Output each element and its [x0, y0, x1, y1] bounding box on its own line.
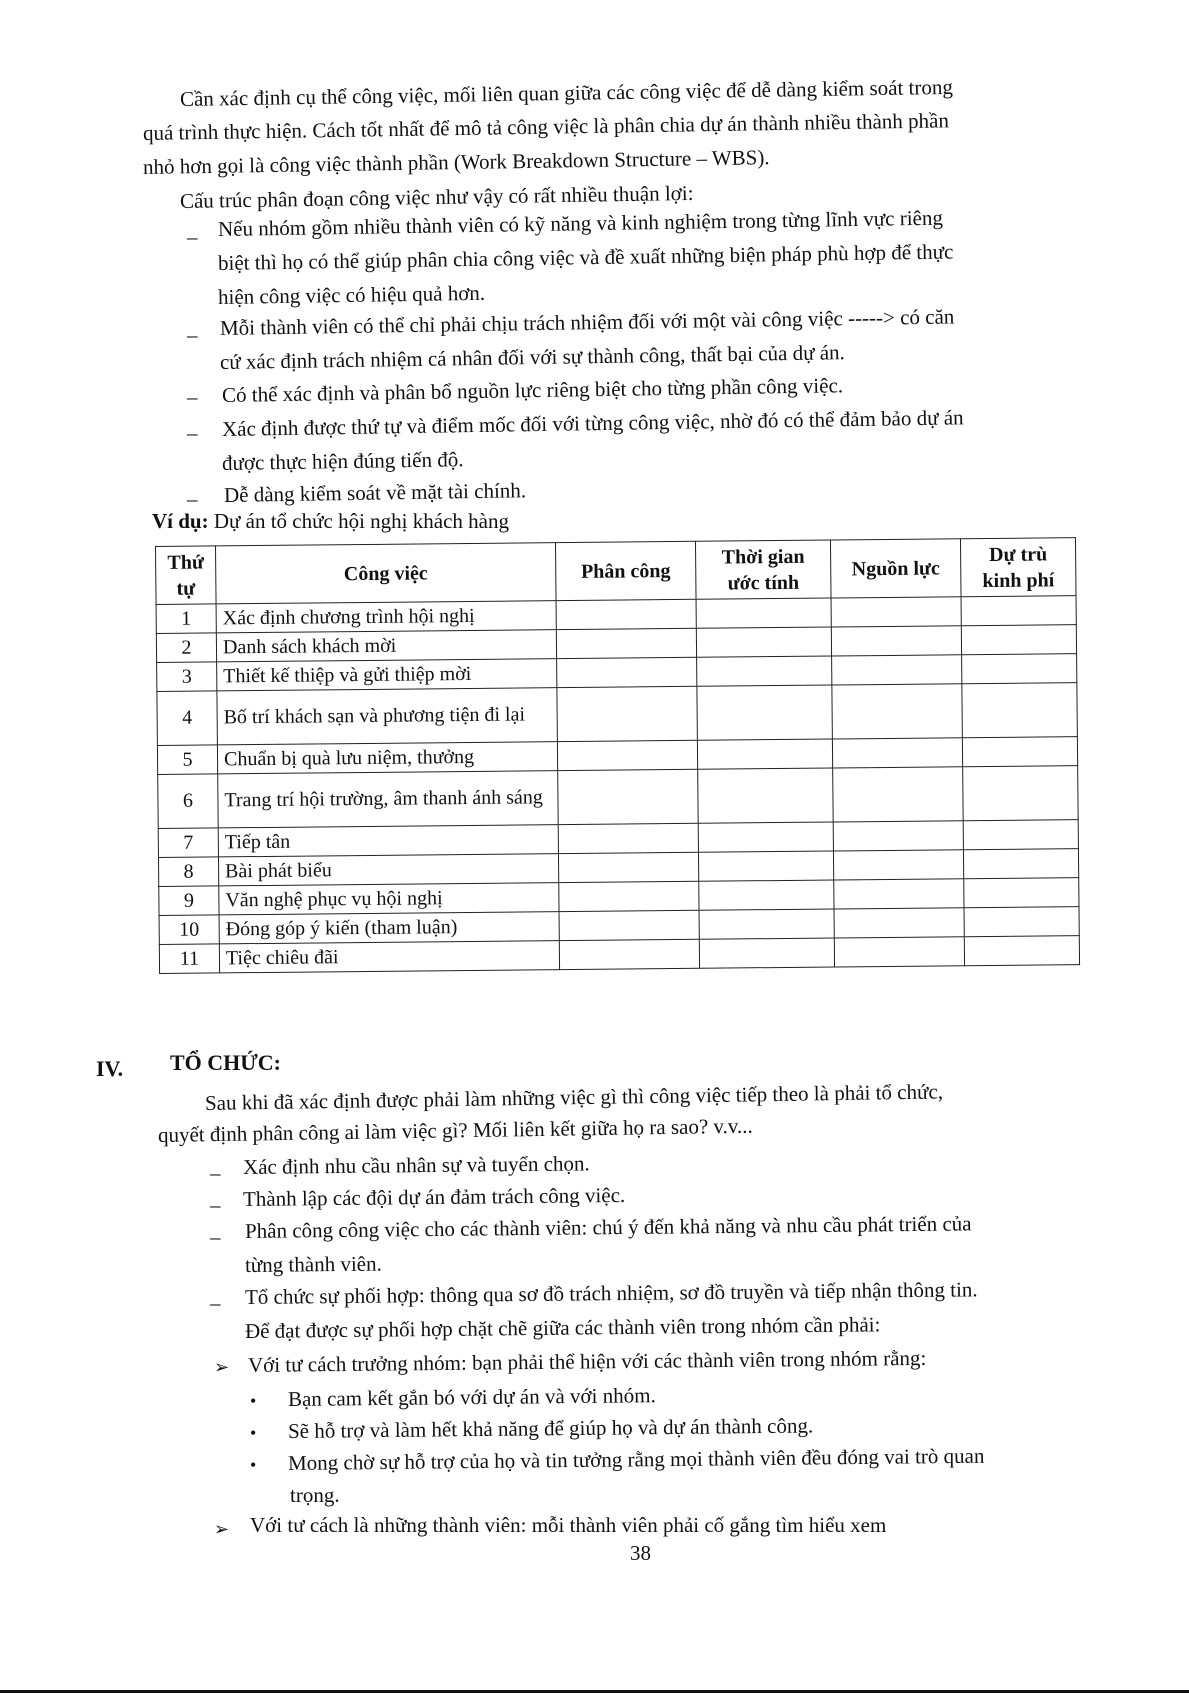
header-time-line-1: Thời gian	[721, 545, 805, 569]
row-number: 1	[156, 604, 216, 634]
benefits-intro: Cấu trúc phân đoạn công việc như vậy có rất nhiều thuận lợi:	[179, 180, 694, 213]
resources-cell[interactable]	[834, 937, 964, 967]
benefit-1-line-2: biệt thì họ có thể giúp phân chia công việc và đề xuất những biện pháp phù hợp để thực	[217, 239, 954, 275]
dash-marker: –	[187, 323, 198, 347]
budget-cell[interactable]	[964, 878, 1079, 908]
assignment-cell[interactable]	[557, 740, 697, 770]
benefit-4-line-2: được thực hiện đúng tiến độ.	[221, 447, 464, 475]
row-task: Thiết kế thiệp và gửi thiệp mời	[217, 659, 557, 691]
benefit-2-line-2: cứ xác định trách nhiệm cá nhân đối với sự thành công, thất bại của dự án.	[219, 340, 846, 374]
row-task: Tiếp tân	[218, 825, 558, 857]
org-item-1: Xác định nhu cầu nhân sự và tuyển chọn.	[242, 1151, 590, 1179]
arrow-bullet-icon: ➢	[214, 1519, 230, 1539]
resources-cell[interactable]	[831, 626, 961, 656]
row-task: Bố trí khách sạn và phương tiện đi lại	[217, 688, 558, 745]
header-budget-line-1: Dự trù	[988, 542, 1048, 566]
row-number: 11	[159, 944, 219, 974]
benefit-2-line-1: Mỗi thành viên có thể chỉ phải chịu trách nhiệm đối với một vài công việc -----> có căn	[219, 304, 955, 340]
row-number: 4	[157, 691, 218, 746]
assignment-cell[interactable]	[556, 628, 696, 658]
assignment-cell[interactable]	[558, 823, 698, 853]
time-estimate-cell[interactable]	[698, 822, 833, 852]
budget-cell[interactable]	[963, 820, 1078, 850]
arrow-bullet-icon: ➢	[214, 1357, 230, 1377]
row-task: Xác định chương trình hội nghị	[216, 601, 556, 633]
budget-cell[interactable]	[962, 737, 1077, 767]
table-row	[157, 683, 1077, 746]
row-number: 3	[157, 662, 217, 692]
assignment-cell[interactable]	[559, 910, 699, 940]
header-task: Công việc	[216, 543, 557, 604]
leader-point-3-cont: trọng.	[290, 1483, 340, 1507]
assignment-cell[interactable]	[556, 599, 696, 629]
time-estimate-cell[interactable]	[699, 938, 834, 968]
row-task: Đóng góp ý kiến (tham luận)	[219, 912, 559, 944]
resources-cell[interactable]	[833, 767, 964, 822]
wbs-table	[155, 537, 1080, 974]
section-title: TỔ CHỨC:	[170, 1050, 282, 1075]
dash-marker: –	[210, 1193, 221, 1217]
leader-point-1: Bạn cam kết gắn bó với dự án và với nhóm.	[287, 1383, 656, 1411]
bullet-icon: •	[250, 1423, 257, 1443]
time-estimate-cell[interactable]	[697, 656, 832, 686]
assignment-cell[interactable]	[559, 939, 699, 969]
row-number: 2	[156, 633, 216, 663]
budget-cell[interactable]	[964, 907, 1079, 937]
header-order	[156, 546, 217, 605]
leader-point-3: Mong chờ sự hỗ trợ của họ và tin tưởng rằng mọi thành viên đều đóng vai trò quan	[287, 1443, 985, 1475]
resources-cell[interactable]	[833, 850, 963, 880]
resources-cell[interactable]	[833, 821, 963, 851]
assignment-cell[interactable]	[557, 657, 697, 687]
section-para-line-1: Sau khi đã xác định được phải làm những việc gì thì công việc tiếp theo là phải tổ chức,	[204, 1079, 944, 1115]
row-task: Trang trí hội trường, âm thanh ánh sáng	[218, 771, 559, 828]
benefit-1-line-3: hiện công việc có hiệu quả hơn.	[217, 280, 486, 309]
time-estimate-cell[interactable]	[697, 685, 833, 740]
header-resources: Nguồn lực	[830, 539, 961, 598]
page-number: 38	[630, 1541, 651, 1565]
row-number: 9	[159, 886, 219, 916]
row-number: 5	[157, 745, 217, 775]
row-number: 7	[158, 828, 218, 858]
row-task: Văn nghệ phục vụ hội nghị	[219, 883, 559, 915]
row-task: Tiệc chiêu đãi	[219, 941, 559, 973]
time-estimate-cell[interactable]	[699, 909, 834, 939]
header-budget	[960, 538, 1076, 597]
org-item-3-line-2: từng thành viên.	[244, 1251, 382, 1277]
benefit-3-line-1: Có thể xác định và phân bổ nguồn lực riêng biệt cho từng phần công việc.	[221, 373, 844, 407]
header-assignment: Phân công	[555, 541, 696, 600]
example-label: Ví dụ:	[152, 509, 209, 533]
bullet-icon: •	[250, 1455, 257, 1475]
assignment-cell[interactable]	[558, 769, 699, 824]
dash-marker: –	[187, 225, 198, 249]
org-item-2: Thành lập các đội dự án đảm trách công việc.	[242, 1182, 626, 1211]
benefit-5-line-1: Dễ dàng kiểm soát về mặt tài chính.	[223, 478, 527, 507]
row-task: Danh sách khách mời	[216, 630, 556, 662]
resources-cell[interactable]	[832, 684, 963, 739]
leader-point-2: Sẽ hỗ trợ và làm hết khả năng để giúp họ và dự án thành công.	[287, 1413, 814, 1443]
resources-cell[interactable]	[834, 908, 964, 938]
time-estimate-cell[interactable]	[696, 598, 831, 628]
org-item-4-line-1: Tổ chức sự phối hợp: thông qua sơ đồ trách nhiệm, sơ đồ truyền và tiếp nhận thông tin.	[244, 1277, 978, 1309]
header-time-estimate	[695, 540, 831, 599]
header-budget-line-2: kinh phí	[982, 568, 1055, 592]
intro-line-2: quá trình thực hiện. Cách tốt nhất để mô tả công việc là phân chia dự án thành nhiều thành phần	[142, 108, 950, 145]
budget-cell[interactable]	[962, 683, 1078, 738]
time-estimate-cell[interactable]	[698, 768, 834, 823]
leader-line: Với tư cách trưởng nhóm: bạn phải thể hiện với các thành viên trong nhóm rằng:	[247, 1345, 927, 1377]
budget-cell[interactable]	[962, 654, 1077, 684]
table-body	[156, 596, 1079, 974]
dash-marker: –	[187, 421, 198, 445]
benefit-4-line-1: Xác định được thứ tự và điểm mốc đối với từng công việc, nhờ đó có thể đảm bảo dự án	[221, 405, 964, 441]
resources-cell[interactable]	[832, 655, 962, 685]
row-task: Bài phát biểu	[218, 854, 558, 886]
bullet-icon: •	[250, 1391, 257, 1411]
time-estimate-cell[interactable]	[696, 627, 831, 657]
example-line	[152, 508, 509, 534]
intro-line-3: nhỏ hơn gọi là công việc thành phần (Work Breakdown Structure – WBS).	[142, 145, 770, 179]
time-estimate-cell[interactable]	[697, 739, 832, 769]
budget-cell[interactable]	[964, 936, 1079, 966]
resources-cell[interactable]	[834, 879, 964, 909]
budget-cell[interactable]	[963, 766, 1079, 821]
row-number: 10	[159, 915, 219, 945]
resources-cell[interactable]	[831, 597, 961, 627]
header-time-line-2: ước tính	[727, 571, 800, 595]
row-number: 6	[158, 774, 219, 829]
dash-marker: –	[187, 385, 198, 409]
assignment-cell[interactable]	[558, 852, 698, 882]
budget-cell[interactable]	[963, 849, 1078, 879]
intro-line-1: Cần xác định cụ thể công việc, mối liên quan giữa các công việc để dễ dàng kiểm soát trong	[179, 74, 954, 111]
benefit-1-line-1: Nếu nhóm gồm nhiều thành viên có kỹ năng và kinh nghiệm trong từng lĩnh vực riêng	[217, 205, 944, 241]
table-header-row	[156, 538, 1077, 605]
dash-marker: –	[187, 487, 198, 511]
member-line: Với tư cách là những thành viên: mỗi thành viên phải cố gắng tìm hiểu xem	[250, 1513, 887, 1537]
budget-cell[interactable]	[961, 625, 1076, 655]
resources-cell[interactable]	[832, 738, 962, 768]
org-item-4-line-2: Để đạt được sự phối hợp chặt chẽ giữa các thành viên trong nhóm cần phải:	[244, 1312, 881, 1343]
row-task: Chuẩn bị quà lưu niệm, thưởng	[217, 742, 557, 774]
dash-marker: –	[210, 1161, 221, 1185]
dash-marker: –	[210, 1291, 221, 1315]
section-number: IV.	[96, 1056, 124, 1081]
section-para-line-2: quyết định phân công ai làm việc gì? Mối liên kết giữa họ ra sao? v.v...	[157, 1113, 753, 1147]
dash-marker: –	[210, 1225, 221, 1249]
header-order-line-1: Thứ	[167, 551, 204, 574]
time-estimate-cell[interactable]	[699, 880, 834, 910]
table-row	[158, 766, 1078, 829]
time-estimate-cell[interactable]	[698, 851, 833, 881]
header-order-line-2: tự	[176, 577, 196, 600]
budget-cell[interactable]	[961, 596, 1076, 626]
assignment-cell[interactable]	[559, 881, 699, 911]
assignment-cell[interactable]	[557, 686, 698, 741]
row-number: 8	[158, 857, 218, 887]
org-item-3-line-1: Phân công công việc cho các thành viên: chú ý đến khả năng và nhu cầu phát triển của	[244, 1211, 972, 1243]
example-text: Dự án tổ chức hội nghị khách hàng	[213, 509, 509, 533]
